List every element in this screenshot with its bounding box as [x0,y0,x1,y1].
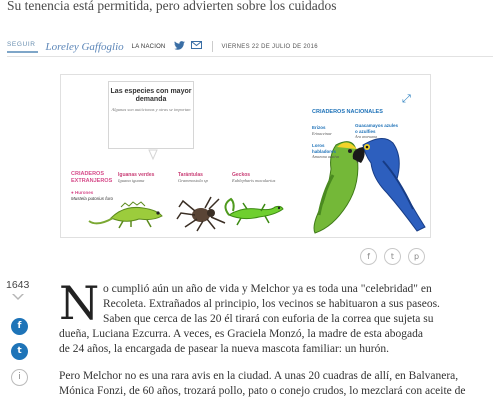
foreign-breeders-item: ● Hurones Mustela putorius furo [71,190,114,201]
email-icon[interactable] [191,41,202,52]
drop-cap: N [59,276,100,330]
byline-bar [7,37,493,57]
side-facebook-icon[interactable]: f [11,318,28,335]
iguana-label: Iguanas verdes Iguana iguana [118,172,155,183]
follow-button[interactable]: SEGUIR [7,41,38,53]
comment-count-arrow [12,294,24,300]
article-subtitle: Su tenencia está permitida, pero advierten sobre los cuidados [7,0,337,13]
macaw-label: Guacamayos azules o azulfies Ara araruana [355,123,399,139]
infographic-title: Las especies con mayor demanda [110,88,192,103]
author-link[interactable]: Loreley Gaffoglio [45,40,124,53]
share-facebook-icon[interactable]: f [360,248,377,265]
ferret-label: Hurones [74,190,94,195]
share-pinterest-icon[interactable]: p [408,248,425,265]
body-line: Mónica Fonzi, de 60 años, trozará pollo, pato o conejo crudos, lo mezclará con aceite de [59,385,466,397]
tarantula-illustration [177,197,225,231]
side-more-icon[interactable]: i [11,369,28,386]
infographic-title-box [108,81,194,149]
gecko-label: Geckos Eublepharis macularius [232,172,276,183]
byline-divider [212,41,213,52]
ferret-scientific-name: Mustela putorius furo [71,196,114,201]
hedgehog-label: Erizos Erinaceinae [312,125,332,136]
expand-icon[interactable]: ⤢ [402,92,411,105]
share-twitter-icon[interactable]: t [384,248,401,265]
publish-date: VIERNES 22 DE JULIO DE 2016 [221,43,318,50]
foreign-breeders-title: CRIADEROS EXTRANJEROS [71,171,113,184]
body-line: Saben que cerca de las 20 él tirará con euforia de la correa que sujeta su [103,313,434,325]
tarantula-label: Tarántulas Grammostola sp [178,172,208,183]
twitter-icon[interactable] [174,41,185,53]
outlet-name: LA NACION [131,43,166,50]
comment-count[interactable]: 1643 [6,279,30,291]
body-line: o cumplió aún un año de vida y Melchor ya es toda una "celebridad" en [103,283,432,295]
macaw-illustration [353,138,425,231]
national-breeders-title: CRIADEROS NACIONALES [312,109,383,115]
parrot-label: Loros habladores Amazona aestiva [312,143,340,159]
species-infographic[interactable] [60,74,431,238]
body-line: dueña, Luciana Ezcurra. A veces, es Graciela Monzó, la madre de esta abogada [59,328,423,340]
side-twitter-icon[interactable]: t [11,343,28,360]
iguana-illustration [89,202,162,228]
gecko-illustration [225,199,283,225]
body-line: de 24 años, la encargada de pasear la nueva mascota familiar: un hurón. [59,343,389,355]
body-line: Recoleta. Extrañados al principio, los vecinos se habituaron a sus paseos. [103,298,440,310]
body-line: Pero Melchor no es una rara avis en la ciudad. A unas 20 cuadras de allí, en Balvanera, [59,370,459,382]
infographic-subtitle: Algunas son autóctonas y otras se importan [111,107,191,112]
